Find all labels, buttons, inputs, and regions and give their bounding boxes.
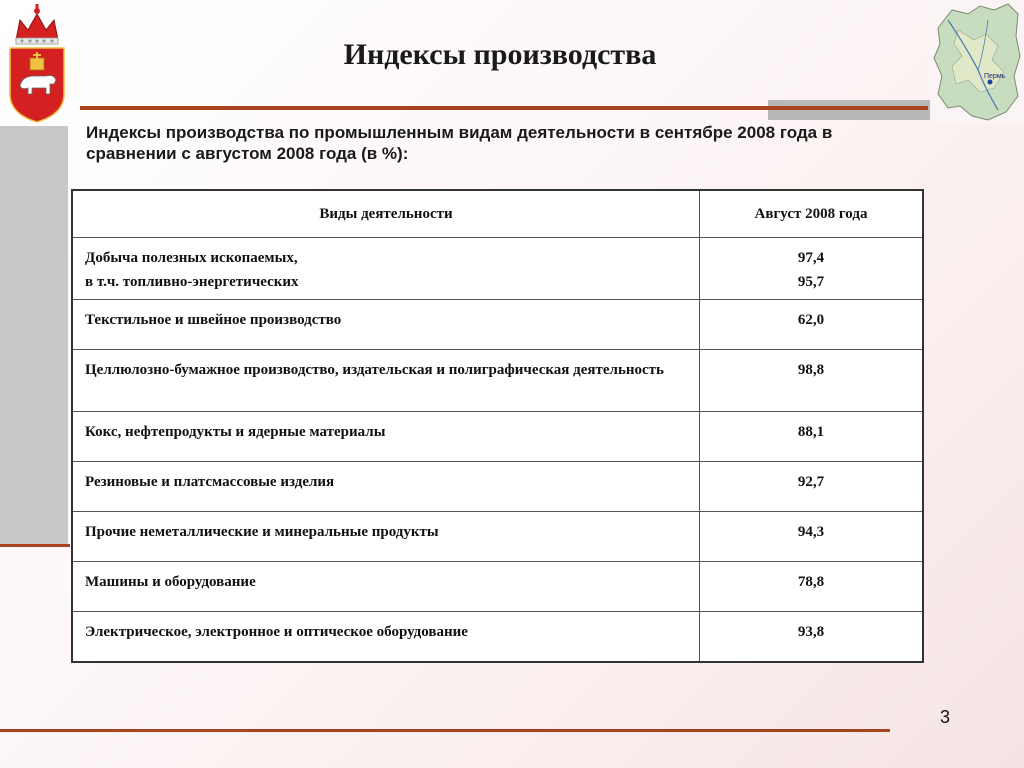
title-accent-line [80, 106, 928, 110]
table-row [72, 412, 923, 462]
table-row [72, 462, 923, 512]
table-row [72, 238, 923, 300]
index-value-line: 88,1 [797, 424, 825, 440]
activity-name-line: Целлюлозно-бумажное производство, издательская и полиграфическая деятельность [85, 362, 664, 378]
index-value-cell [700, 612, 924, 663]
index-value-line: 78,8 [797, 574, 825, 590]
left-decor-bar [0, 126, 68, 544]
coat-of-arms-icon [6, 2, 68, 124]
index-value-line: 92,7 [797, 474, 825, 490]
index-value-cell [700, 462, 924, 512]
left-accent-line [0, 544, 70, 547]
activity-name-line: Электрическое, электронное и оптическое оборудование [85, 624, 468, 640]
activity-name-cell [72, 462, 700, 512]
table-row [72, 612, 923, 663]
index-value-line: 93,8 [797, 624, 825, 640]
region-map-icon [928, 0, 1024, 124]
index-value-line: 98,8 [797, 362, 825, 378]
activity-name-cell [72, 412, 700, 462]
activity-name-cell [72, 612, 700, 663]
title-grey-accent [768, 100, 930, 120]
activity-name-cell [72, 512, 700, 562]
table-body [72, 238, 923, 663]
bottom-accent-line [0, 729, 890, 732]
table-row [72, 562, 923, 612]
table-header-row [72, 190, 923, 238]
index-value-line: 97,4 [797, 250, 825, 266]
activity-name-line: Текстильное и швейное производство [85, 312, 342, 328]
map-city-label: Пермь [984, 73, 1006, 80]
activity-name-cell [72, 562, 700, 612]
activity-name-cell [72, 238, 700, 300]
activity-name-line: Добыча полезных ископаемых, [85, 250, 298, 266]
header-activity: Виды деятельности [72, 190, 700, 238]
activity-name-line: в т.ч. топливно-энергетических [85, 274, 299, 290]
subtitle: Индексы производства по промышленным видам деятельности в сентябре 2008 года в сравнении с августом 2008 года (в %): [86, 123, 833, 163]
activity-name-cell [72, 300, 700, 350]
table-row [72, 300, 923, 350]
table-row [72, 512, 923, 562]
index-value-cell [700, 300, 924, 350]
index-value-line: 95,7 [797, 274, 825, 290]
production-index-table [71, 189, 924, 663]
index-value-cell [700, 412, 924, 462]
page-title: Индексы производства [343, 38, 657, 71]
index-value-cell [700, 350, 924, 412]
activity-name-cell [72, 350, 700, 412]
index-value-line: 94,3 [797, 524, 825, 540]
activity-name-line: Прочие неметаллические и минеральные продукты [85, 524, 439, 540]
table-row [72, 350, 923, 412]
index-value-cell [700, 512, 924, 562]
index-value-line: 62,0 [797, 312, 825, 328]
activity-name-line: Машины и оборудование [85, 574, 256, 590]
index-value-cell [700, 238, 924, 300]
activity-name-line: Кокс, нефтепродукты и ядерные материалы [85, 424, 386, 440]
header-august-2008: Август 2008 года [700, 190, 924, 238]
page-number: 3 [940, 707, 951, 727]
index-value-cell [700, 562, 924, 612]
activity-name-line: Резиновые и платсмассовые изделия [85, 474, 335, 490]
